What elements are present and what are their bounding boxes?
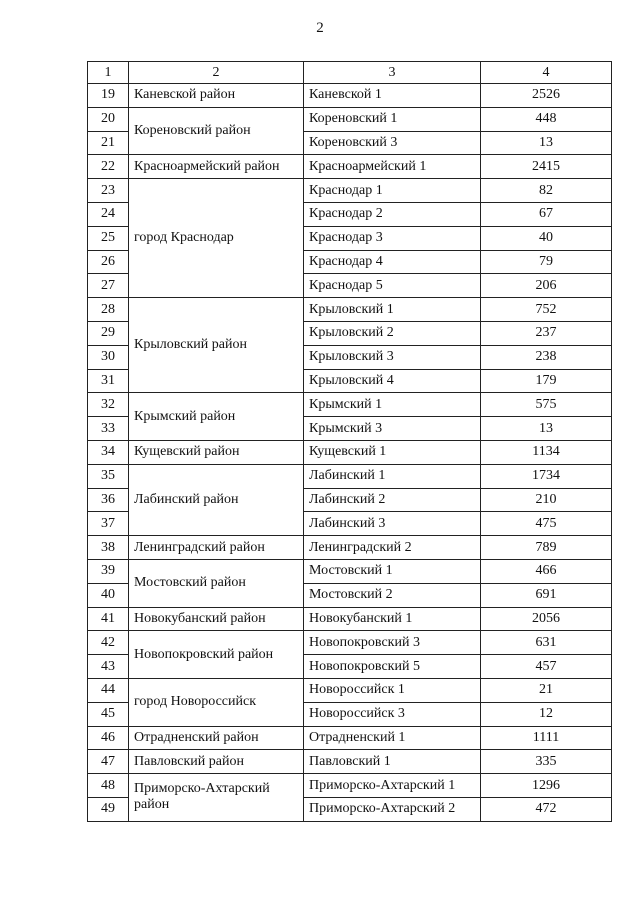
value-cell: 12 [481,702,612,726]
value-cell: 466 [481,559,612,583]
station-name: Краснодар 1 [304,179,481,203]
table-row [88,298,612,322]
row-number: 44 [88,678,129,702]
row-number: 20 [88,107,129,131]
row-number: 43 [88,655,129,679]
station-name: Новороссийск 1 [304,678,481,702]
header-cell: 3 [304,62,481,84]
district-name: Крыловский район [129,298,304,393]
data-table [87,61,612,822]
row-number: 28 [88,298,129,322]
value-cell: 789 [481,536,612,560]
row-number: 37 [88,512,129,536]
station-name: Мостовский 1 [304,559,481,583]
header-cell: 4 [481,62,612,84]
station-name: Павловский 1 [304,750,481,774]
header-cell: 1 [88,62,129,84]
table-row [88,536,612,560]
value-cell: 40 [481,226,612,250]
station-name: Новокубанский 1 [304,607,481,631]
station-name: Новопокровский 5 [304,655,481,679]
table-row [88,179,612,203]
value-cell: 2415 [481,155,612,179]
value-cell: 335 [481,750,612,774]
district-name: Мостовский район [129,559,304,607]
row-number: 36 [88,488,129,512]
station-name: Приморско-Ахтарский 1 [304,774,481,798]
station-name: Лабинский 2 [304,488,481,512]
value-cell: 238 [481,345,612,369]
row-number: 22 [88,155,129,179]
value-cell: 1111 [481,726,612,750]
row-number: 35 [88,464,129,488]
station-name: Новопокровский 3 [304,631,481,655]
district-name: Новокубанский район [129,607,304,631]
value-cell: 1134 [481,440,612,464]
table-row [88,678,612,702]
value-cell: 752 [481,298,612,322]
row-number: 32 [88,393,129,417]
station-name: Отрадненский 1 [304,726,481,750]
header-cell: 2 [129,62,304,84]
row-number: 47 [88,750,129,774]
value-cell: 2526 [481,84,612,108]
table-row [88,726,612,750]
station-name: Кущевский 1 [304,440,481,464]
station-name: Крыловский 4 [304,369,481,393]
station-name: Лабинский 3 [304,512,481,536]
value-cell: 575 [481,393,612,417]
district-name: Павловский район [129,750,304,774]
row-number: 39 [88,559,129,583]
district-name: Каневской район [129,84,304,108]
row-number: 48 [88,774,129,798]
station-name: Красноармейский 1 [304,155,481,179]
station-name: Кореновский 1 [304,107,481,131]
value-cell: 472 [481,797,612,821]
row-number: 46 [88,726,129,750]
district-name: Новопокровский район [129,631,304,679]
row-number: 19 [88,84,129,108]
station-name: Приморско-Ахтарский 2 [304,797,481,821]
value-cell: 67 [481,202,612,226]
row-number: 38 [88,536,129,560]
row-number: 27 [88,274,129,298]
station-name: Мостовский 2 [304,583,481,607]
table-header-row [88,62,612,84]
station-name: Каневской 1 [304,84,481,108]
row-number: 49 [88,797,129,821]
station-name: Новороссийск 3 [304,702,481,726]
table-row [88,631,612,655]
value-cell: 691 [481,583,612,607]
row-number: 42 [88,631,129,655]
district-name: Ленинградский район [129,536,304,560]
value-cell: 179 [481,369,612,393]
value-cell: 21 [481,678,612,702]
district-name: Лабинский район [129,464,304,535]
row-number: 23 [88,179,129,203]
table-row [88,559,612,583]
value-cell: 237 [481,321,612,345]
station-name: Ленинградский 2 [304,536,481,560]
district-name: Красноармейский район [129,155,304,179]
row-number: 30 [88,345,129,369]
district-name: Кущевский район [129,440,304,464]
table-row [88,607,612,631]
value-cell: 1734 [481,464,612,488]
station-name: Краснодар 2 [304,202,481,226]
table-row [88,107,612,131]
value-cell: 13 [481,417,612,441]
row-number: 24 [88,202,129,226]
value-cell: 448 [481,107,612,131]
value-cell: 475 [481,512,612,536]
value-cell: 82 [481,179,612,203]
station-name: Крыловский 2 [304,321,481,345]
station-name: Кореновский 3 [304,131,481,155]
value-cell: 1296 [481,774,612,798]
table-row [88,464,612,488]
district-name: Крымский район [129,393,304,441]
district-name: город Новороссийск [129,678,304,726]
row-number: 45 [88,702,129,726]
district-name: Кореновский район [129,107,304,155]
station-name: Крымский 3 [304,417,481,441]
station-name: Крыловский 1 [304,298,481,322]
table-row [88,393,612,417]
station-name: Крыловский 3 [304,345,481,369]
row-number: 26 [88,250,129,274]
value-cell: 631 [481,631,612,655]
station-name: Краснодар 3 [304,226,481,250]
district-name: город Краснодар [129,179,304,298]
row-number: 40 [88,583,129,607]
table-row [88,440,612,464]
row-number: 31 [88,369,129,393]
district-name: Приморско-Ахтарский район [129,774,304,822]
row-number: 21 [88,131,129,155]
page-number: 2 [316,20,324,36]
row-number: 41 [88,607,129,631]
table-row [88,774,612,798]
row-number: 34 [88,440,129,464]
station-name: Крымский 1 [304,393,481,417]
value-cell: 79 [481,250,612,274]
value-cell: 210 [481,488,612,512]
table-row [88,750,612,774]
station-name: Лабинский 1 [304,464,481,488]
district-name: Отрадненский район [129,726,304,750]
row-number: 33 [88,417,129,441]
station-name: Краснодар 5 [304,274,481,298]
value-cell: 13 [481,131,612,155]
table-row [88,84,612,108]
value-cell: 206 [481,274,612,298]
row-number: 25 [88,226,129,250]
row-number: 29 [88,321,129,345]
value-cell: 2056 [481,607,612,631]
station-name: Краснодар 4 [304,250,481,274]
value-cell: 457 [481,655,612,679]
table-row [88,155,612,179]
